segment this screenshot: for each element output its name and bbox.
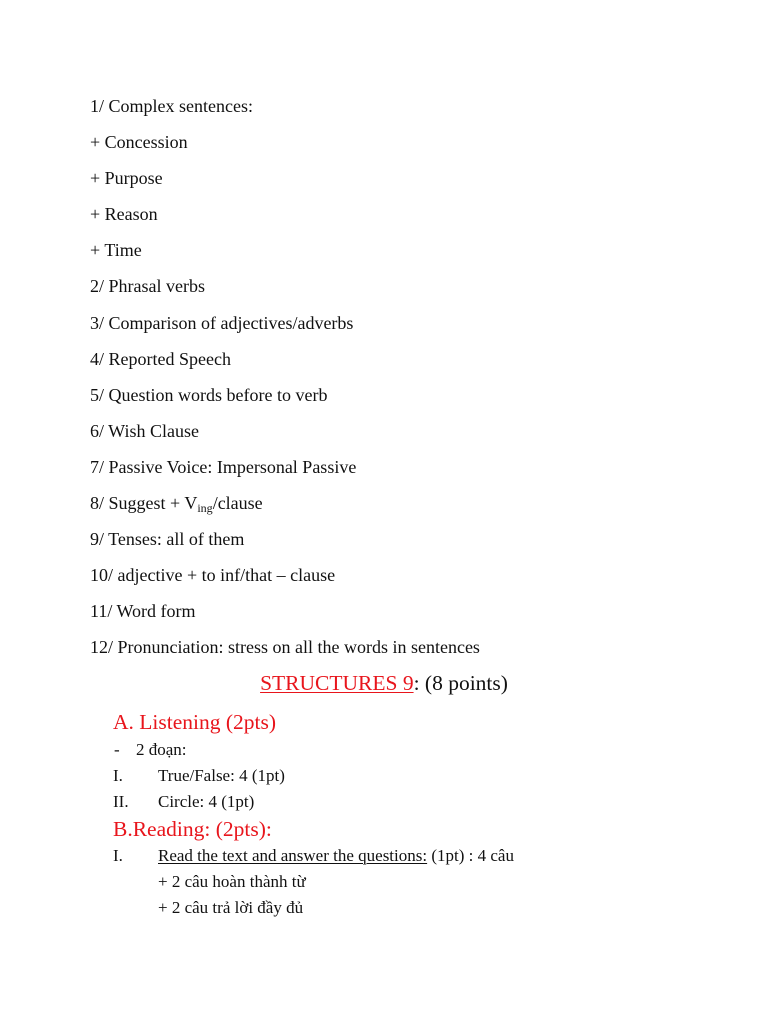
topic-1-concession: + Concession bbox=[90, 132, 188, 153]
section-a-item-2: Circle: 4 (1pt) bbox=[158, 792, 255, 811]
topic-1: 1/ Complex sentences: bbox=[90, 96, 253, 116]
topic-10: 10/ adjective + to inf/that – clause bbox=[90, 565, 336, 586]
topic-1-purpose: + Purpose bbox=[90, 168, 163, 189]
section-b-subitem-2: + 2 câu trả lời đầy đủ bbox=[158, 898, 304, 917]
structures-title bbox=[0, 669, 768, 697]
topic-3: 3/ Comparison of adjectives/adverbs bbox=[90, 312, 354, 333]
section-a-dash-item: 2 đoạn: bbox=[136, 740, 187, 759]
structures-title-rest: : (8 points) bbox=[413, 671, 508, 695]
topic-6: 6/ Wish Clause bbox=[90, 420, 199, 441]
section-b-item-1 bbox=[158, 845, 514, 867]
topic-8-suffix: /clause bbox=[212, 493, 263, 514]
topic-4: 4/ Reported Speech bbox=[90, 348, 231, 369]
topic-12: 12/ Pronunciation: stress on all the words in sentences bbox=[90, 637, 480, 658]
section-b-item-1-underlined: Read the text and answer the questions: bbox=[158, 846, 428, 865]
topic-1-reason: + Reason bbox=[90, 204, 158, 225]
topic-8 bbox=[90, 491, 730, 527]
section-b-item-1-marker: I. bbox=[113, 846, 123, 865]
grammar-topic-list bbox=[90, 94, 730, 672]
topic-1-time: + Time bbox=[90, 240, 142, 261]
section-a-item-1: True/False: 4 (1pt) bbox=[158, 766, 285, 785]
section-b-subitem-1: + 2 câu hoàn thành từ bbox=[158, 872, 306, 891]
section-a-item-2-marker: II. bbox=[113, 792, 129, 811]
topic-5: 5/ Question words before to verb bbox=[90, 384, 328, 405]
section-b-item-1-rest: (1pt) : 4 câu bbox=[427, 846, 514, 865]
topic-11: 11/ Word form bbox=[90, 601, 196, 622]
topic-2: 2/ Phrasal verbs bbox=[90, 276, 205, 297]
topic-7: 7/ Passive Voice: Impersonal Passive bbox=[90, 456, 357, 477]
section-a-dash-marker: - bbox=[114, 740, 120, 759]
structures-title-red: STRUCTURES 9 bbox=[260, 671, 414, 695]
section-b-heading: B.Reading: (2pts): bbox=[113, 817, 272, 841]
topic-9: 9/ Tenses: all of them bbox=[90, 529, 245, 550]
section-a-heading: A. Listening (2pts) bbox=[113, 710, 277, 734]
topic-8-prefix: 8/ Suggest + V bbox=[90, 493, 198, 514]
topic-8-subscript: ing bbox=[197, 501, 213, 516]
section-a-item-1-marker: I. bbox=[113, 766, 123, 785]
